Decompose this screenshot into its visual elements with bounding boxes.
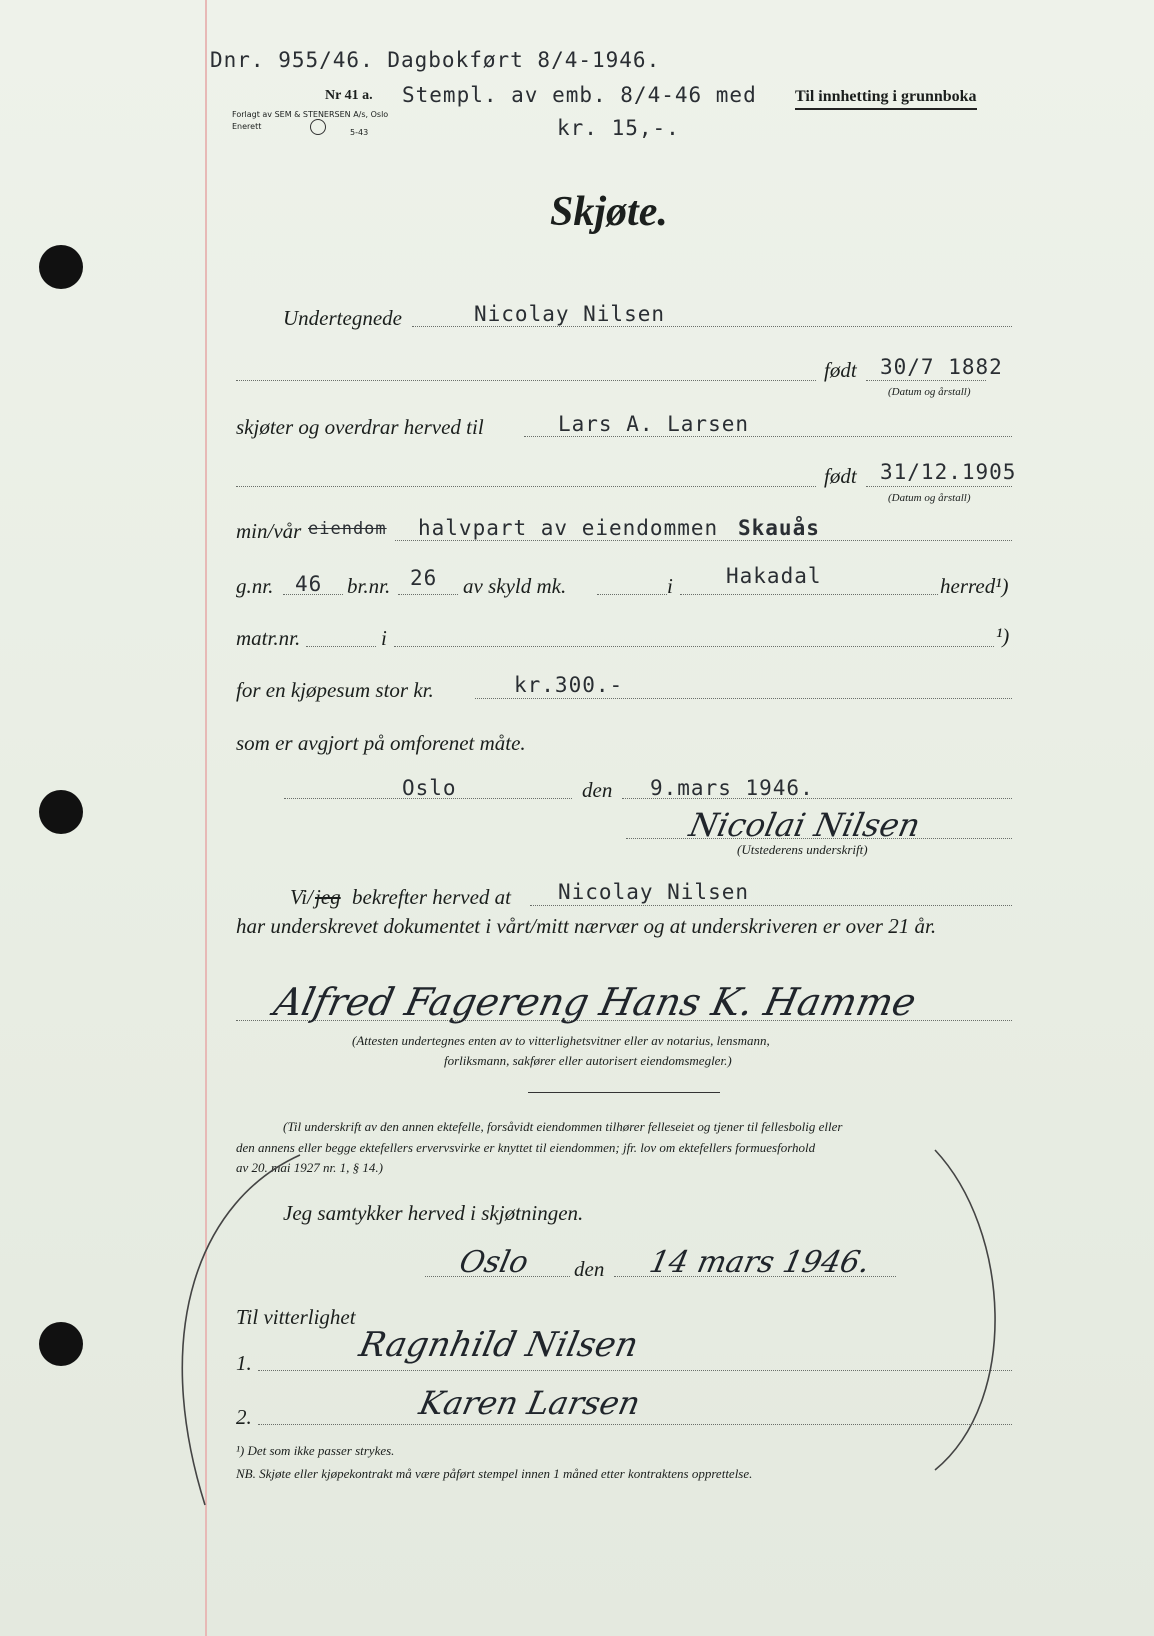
jeg-struck: jeg xyxy=(315,885,341,909)
publisher-enerett: Enerett xyxy=(232,122,262,131)
witness-1-signature: Ragnhild Nilsen xyxy=(355,1325,642,1365)
herred-label: herred¹) xyxy=(940,574,1009,598)
property-name: Skauås xyxy=(738,516,820,540)
bekrefter-label: bekrefter herved at xyxy=(352,885,511,909)
skyld-label: av skyld mk. xyxy=(463,574,567,598)
samtykker-text: Jeg samtykker herved i skjøtningen. xyxy=(283,1201,584,1225)
datum-note: (Datum og årstall) xyxy=(888,386,971,398)
consent-place: Oslo xyxy=(456,1245,532,1280)
seller-birthdate: 30/7 1882 xyxy=(880,355,1003,379)
witness-2-signature: Karen Larsen xyxy=(415,1384,644,1422)
stamp-amount: kr. 15,-. xyxy=(557,116,680,140)
buyer-name: Lars A. Larsen xyxy=(558,412,750,436)
spouse-note-2: den annens eller begge ektefellers ervervsvirke er knyttet til eiendommen; jfr. lov om ektefellers formuesforhold xyxy=(236,1140,816,1155)
date-value: 9.mars 1946. xyxy=(650,776,814,800)
fodt-label: født xyxy=(824,464,857,488)
stamp-line: Stempl. av emb. 8/4-46 med xyxy=(402,83,757,107)
consent-date: 14 mars 1946. xyxy=(646,1245,873,1280)
undertegnede-label: Undertegnede xyxy=(283,306,402,330)
kjopesum-label: for en kjøpesum stor kr. xyxy=(236,678,434,702)
witness-1-number: 1. xyxy=(236,1351,252,1375)
place-value: Oslo xyxy=(402,776,457,800)
vi-label: Vi/ xyxy=(290,885,313,909)
min-var-label: min/vår xyxy=(236,519,302,543)
bekrefter-value: Nicolay Nilsen xyxy=(558,880,750,904)
attesten-note-2: forliksmann, sakfører eller autorisert eiendomsmegler.) xyxy=(444,1053,732,1068)
matr-label: matr.nr. xyxy=(236,626,301,650)
utsteder-note: (Utstederens underskrift) xyxy=(737,842,868,857)
underskrevet-text: har underskrevet dokumentet i vårt/mitt nærvær og at underskriveren er over 21 år. xyxy=(236,914,937,938)
brnr-label: br.nr. xyxy=(347,574,391,598)
fodt-label: født xyxy=(824,358,857,382)
i-label: i xyxy=(667,574,673,598)
document-title: Skjøte. xyxy=(550,189,668,235)
avgjort-text: som er avgjort på omforenet måte. xyxy=(236,731,526,755)
publisher-date: 5-43 xyxy=(350,128,369,137)
struck-text: eiendom xyxy=(308,519,387,539)
attesten-note-1: (Attesten undertegnes enten av to vitterlighetsvitner eller av notarius, lensmann, xyxy=(352,1033,770,1048)
witness-signatures: Alfred Fagereng Hans K. Hamme xyxy=(270,980,920,1024)
seller-name: Nicolay Nilsen xyxy=(474,302,666,326)
dnr-line: Dnr. 955/46. Dagbokført 8/4-1946. xyxy=(210,48,661,72)
footnote-2: NB. Skjøte eller kjøpekontrakt må være påført stempel innen 1 måned etter kontraktens opprettelse. xyxy=(236,1466,753,1481)
herred-value: Hakadal xyxy=(726,564,822,588)
grunnbok-note: Til innhetting i grunnboka xyxy=(795,88,977,110)
brnr-value: 26 xyxy=(410,566,438,590)
spouse-note-1: (Til underskrift av den annen ektefelle, forsåvidt eiendommen tilhører felleseiet og tjener til fellesbolig eller xyxy=(283,1119,843,1134)
footnote-mark: ¹) xyxy=(996,624,1010,648)
skjoter-label: skjøter og overdrar herved til xyxy=(236,415,484,439)
gnr-value: 46 xyxy=(295,572,323,596)
matr-i-label: i xyxy=(381,626,387,650)
form-number: Nr 41 a. xyxy=(325,88,373,103)
spouse-note-3: av 20. mai 1927 nr. 1, § 14.) xyxy=(236,1160,383,1175)
buyer-birthdate: 31/12.1905 xyxy=(880,460,1017,484)
gnr-label: g.nr. xyxy=(236,574,274,598)
publisher-line: Forlagt av SEM & STENERSEN A/s, Oslo xyxy=(232,110,389,119)
footnote-1: ¹) Det som ikke passer strykes. xyxy=(236,1443,395,1458)
datum-note: (Datum og årstall) xyxy=(888,492,971,504)
property-share: halvpart av eiendommen xyxy=(418,516,719,540)
witness-2-number: 2. xyxy=(236,1405,252,1429)
vitterlighet-label: Til vitterlighet xyxy=(236,1305,356,1329)
den-label: den xyxy=(582,778,613,802)
seller-signature: Nicolai Nilsen xyxy=(685,806,924,844)
consent-den-label: den xyxy=(574,1257,605,1281)
kjopesum-value: kr.300.- xyxy=(514,673,624,697)
